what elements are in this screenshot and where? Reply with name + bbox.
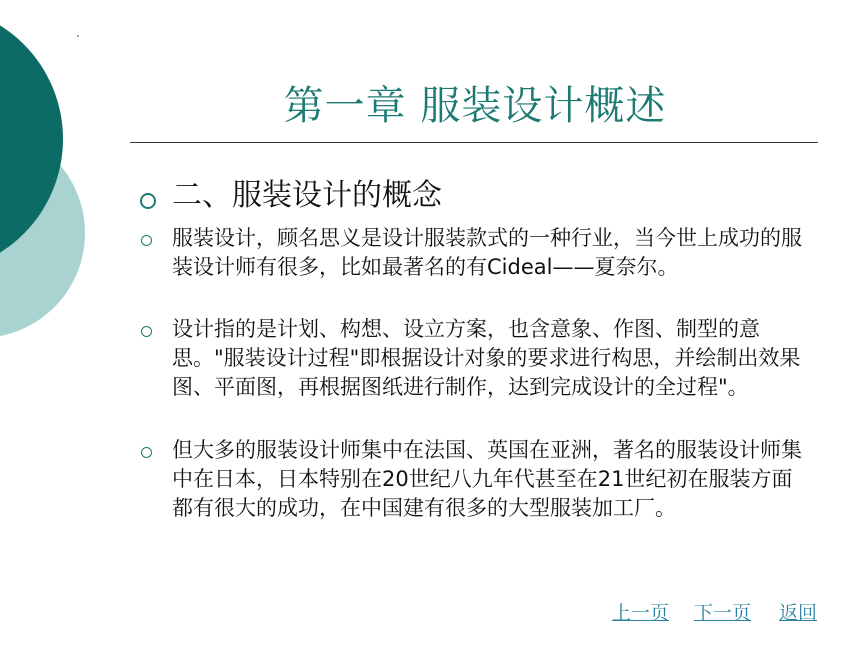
subheading-bullet-icon: [140, 193, 156, 209]
bullet-icon: [141, 447, 152, 458]
paragraph-2: 设计指的是计划、构想、设立方案，也含意象、作图、制型的意思。"服装设计过程"即根据设计对象的要求进行构思，并绘制出效果图、平面图，再根据图纸进行制作，达到完成设计的全过程"。: [172, 317, 801, 399]
paragraph-3: 但大多的服装设计师集中在法国、英国在亚洲，著名的服装设计师集中在日本，日本特别在20世纪八九年代甚至在21世纪初在服装方面都有很大的成功，在中国建有很多的大型服装加工厂。: [172, 438, 802, 520]
next-page-link[interactable]: 下一页: [694, 602, 752, 624]
back-link[interactable]: 返回: [779, 602, 818, 624]
bullet-icon: [141, 326, 152, 337]
decorative-dot: [77, 35, 79, 37]
prev-page-link[interactable]: 上一页: [612, 602, 670, 624]
paragraph-1: 服装设计，顾名思义是设计服装款式的一种行业，当今世上成功的服装设计师有很多，比如最著名的有Cideal——夏奈尔。: [172, 226, 802, 279]
title-divider: [130, 142, 818, 143]
slide-title: 第一章 服装设计概述: [283, 83, 667, 129]
subheading: 二、服装设计的概念: [172, 178, 442, 213]
bullet-icon: [141, 235, 152, 246]
